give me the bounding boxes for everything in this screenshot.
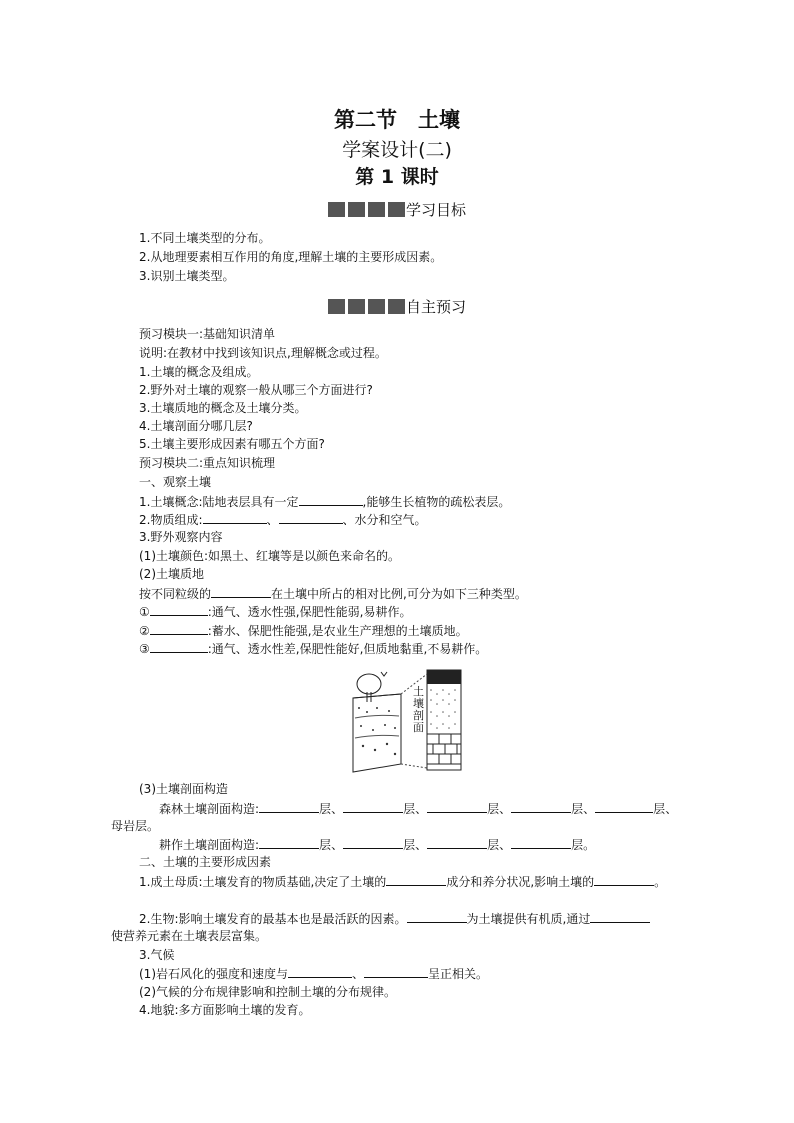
- composition-line: 2.物质组成: 、 、水分和空气。: [139, 513, 427, 527]
- fill-blank[interactable]: [259, 837, 319, 849]
- fill-blank[interactable]: [279, 512, 343, 524]
- soil-color-line: (1)土壤颜色:如黑土、红壤等是以颜色来命名的。: [139, 549, 401, 563]
- module1-item: 5.土壤主要形成因素有哪五个方面?: [139, 437, 325, 451]
- texture-line: 按不同粒级的 在土壤中所占的相对比例,可分为如下三种类型。: [139, 587, 527, 601]
- fill-blank[interactable]: [511, 837, 571, 849]
- fill-blank[interactable]: [211, 586, 271, 598]
- parent-material-line: 1.成土母质:土壤发育的物质基础,决定了土壤的 成分和养分状况,影响土壤的 。: [139, 875, 667, 889]
- fill-blank[interactable]: [590, 911, 650, 923]
- part2-heading: 二、土壤的主要形成因素: [139, 855, 272, 869]
- goal-item: 1.不同土壤类型的分布。: [139, 231, 271, 245]
- module1-item: 1.土壤的概念及组成。: [139, 365, 259, 379]
- fill-blank[interactable]: [407, 911, 467, 923]
- module1-item: 3.土壤质地的概念及土壤分类。: [139, 401, 307, 415]
- profile-heading: (3)土壤剖面构造: [139, 782, 228, 796]
- figure-label: 土壤剖面: [413, 685, 424, 734]
- soil-concept-line: 1.土壤概念:陆地表层具有一定 ,能够生长植物的疏松表层。: [139, 495, 511, 509]
- climate-line-1: (1)岩石风化的强度和速度与 、 呈正相关。: [139, 967, 489, 981]
- goal-item: 2.从地理要素相互作用的角度,理解土壤的主要形成因素。: [139, 250, 443, 264]
- page-title: 第二节 土壤: [334, 108, 460, 132]
- soil-profile-illustration: [351, 668, 463, 774]
- fill-blank[interactable]: [150, 623, 208, 635]
- mother-rock-line: 母岩层。: [111, 819, 160, 833]
- forest-profile-line: 森林土壤剖面构造: 层、 层、 层、 层、 层、: [159, 802, 678, 816]
- module1-title: 预习模块一:基础知识清单: [139, 327, 276, 341]
- biology-line: 2.生物:影响土壤发育的最基本也是最活跃的因素。 为土壤提供有机质,通过: [139, 911, 650, 927]
- fill-blank[interactable]: [343, 837, 403, 849]
- page-subtitle: 学案设计(二): [342, 139, 452, 161]
- section-heading-goals: 学习目标: [0, 199, 794, 220]
- texture-type: ② :蓄水、保肥性能强,是农业生产理想的土壤质地。: [139, 624, 468, 638]
- texture-type: ① :通气、透水性强,保肥性能弱,易耕作。: [139, 605, 412, 619]
- fill-blank[interactable]: [364, 966, 428, 978]
- biology-line-cont: 使营养元素在土壤表层富集。: [111, 929, 268, 943]
- fill-blank[interactable]: [511, 801, 571, 813]
- climate-heading: 3.气候: [139, 948, 175, 962]
- farm-profile-line: 耕作土壤剖面构造: 层、 层、 层、 层。: [159, 838, 596, 852]
- fill-blank[interactable]: [386, 874, 446, 886]
- section-marker-icon: [328, 202, 406, 217]
- soil-texture-heading: (2)土壤质地: [139, 567, 204, 581]
- lesson-label: 第 1 课时: [355, 166, 439, 188]
- goal-item: 3.识别土壤类型。: [139, 269, 235, 283]
- fill-blank[interactable]: [288, 966, 352, 978]
- section-marker-icon: [328, 299, 406, 314]
- fill-blank[interactable]: [427, 837, 487, 849]
- module1-item: 2.野外对土壤的观察一般从哪三个方面进行?: [139, 383, 373, 397]
- field-observation: 3.野外观察内容: [139, 530, 223, 544]
- fill-blank[interactable]: [150, 604, 208, 616]
- fill-blank[interactable]: [259, 801, 319, 813]
- part1-heading: 一、观察土壤: [139, 475, 212, 489]
- climate-line-2: (2)气候的分布规律影响和控制土壤的分布规律。: [139, 985, 396, 999]
- fill-blank[interactable]: [427, 801, 487, 813]
- fill-blank[interactable]: [150, 641, 208, 653]
- fill-blank[interactable]: [343, 801, 403, 813]
- fill-blank[interactable]: [595, 801, 653, 813]
- texture-type: ③ :通气、透水性差,保肥性能好,但质地黏重,不易耕作。: [139, 642, 488, 656]
- module2-title: 预习模块二:重点知识梳理: [139, 456, 276, 470]
- fill-blank[interactable]: [299, 494, 363, 506]
- terrain-line: 4.地貌:多方面影响土壤的发育。: [139, 1003, 311, 1017]
- module1-note: 说明:在教材中找到该知识点,理解概念或过程。: [139, 346, 387, 360]
- soil-profile-figure: [351, 668, 463, 774]
- fill-blank[interactable]: [594, 874, 654, 886]
- module1-item: 4.土壤剖面分哪几层?: [139, 419, 253, 433]
- section-heading-preview: 自主预习: [0, 296, 794, 317]
- fill-blank[interactable]: [203, 512, 267, 524]
